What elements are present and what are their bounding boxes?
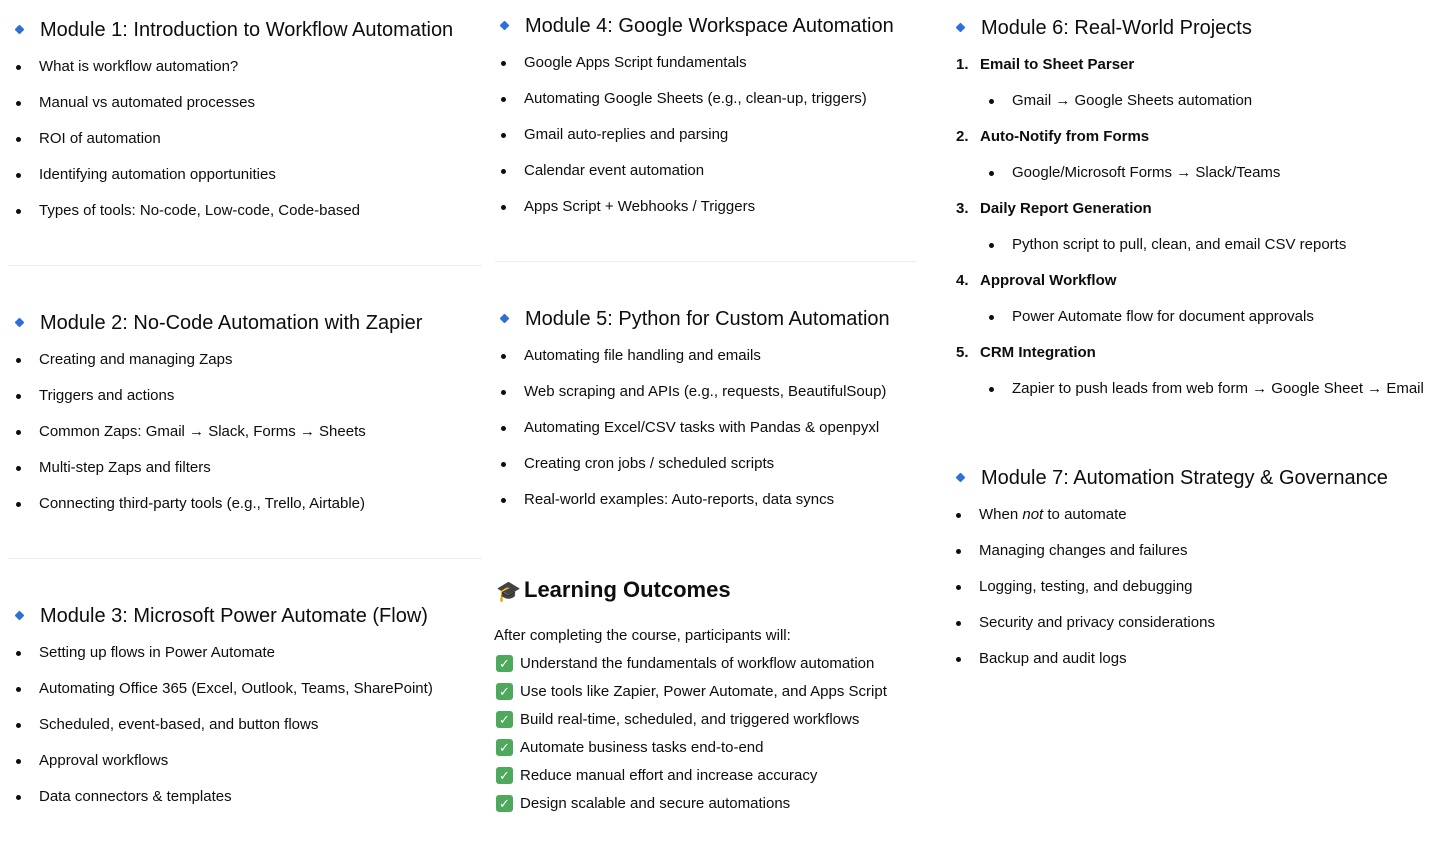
bullet-icon bbox=[501, 169, 506, 174]
bullet-icon bbox=[956, 657, 961, 662]
bullet-icon bbox=[16, 723, 21, 728]
bullet-icon bbox=[16, 759, 21, 764]
project-detail: Power Automate flow for document approvals bbox=[950, 307, 1450, 343]
bullet-icon bbox=[16, 430, 21, 435]
check-icon: ✓ bbox=[496, 739, 513, 756]
bullet-icon bbox=[501, 426, 506, 431]
outcomes-list bbox=[496, 654, 887, 822]
list-item: Manual vs automated processes bbox=[0, 93, 484, 129]
module-4-heading bbox=[490, 13, 920, 39]
learning-outcomes-heading bbox=[496, 576, 731, 606]
list-item: Google Apps Script fundamentals bbox=[490, 53, 920, 89]
diamond-icon bbox=[956, 23, 966, 33]
list-item: Types of tools: No-code, Low-code, Code-based bbox=[0, 201, 484, 237]
outcome-item: ✓ Build real-time, scheduled, and triggered workflows bbox=[496, 710, 887, 738]
project-item: 3. Daily Report Generation Python script to pull, clean, and email CSV reports bbox=[950, 199, 1450, 271]
bullet-icon bbox=[956, 585, 961, 590]
bullet-icon bbox=[16, 502, 21, 507]
diamond-icon bbox=[15, 318, 25, 328]
module-3-list bbox=[0, 643, 484, 823]
module-6-title: Module 6: Real-World Projects bbox=[981, 17, 1252, 39]
module-1-list bbox=[0, 57, 484, 237]
list-item: Automating Google Sheets (e.g., clean-up, triggers) bbox=[490, 89, 920, 125]
project-title: Approval Workflow bbox=[980, 272, 1117, 289]
emphasis-text: not bbox=[1022, 506, 1044, 523]
bullet-icon bbox=[501, 97, 506, 102]
module-5-section bbox=[490, 306, 920, 526]
bullet-icon bbox=[989, 243, 994, 248]
bullet-icon bbox=[989, 171, 994, 176]
module-1-section bbox=[0, 17, 484, 237]
bullet-icon bbox=[956, 621, 961, 626]
outcome-item: ✓ Use tools like Zapier, Power Automate, and Apps Script bbox=[496, 682, 887, 710]
project-title: CRM Integration bbox=[980, 344, 1096, 361]
module-5-list bbox=[490, 346, 920, 526]
bullet-icon bbox=[16, 687, 21, 692]
module-7-list bbox=[950, 505, 1450, 685]
bullet-icon bbox=[16, 394, 21, 399]
list-item: Setting up flows in Power Automate bbox=[0, 643, 484, 679]
list-item: Automating file handling and emails bbox=[490, 346, 920, 382]
bullet-icon bbox=[16, 358, 21, 363]
bullet-icon bbox=[956, 513, 961, 518]
module-3-section bbox=[0, 603, 484, 823]
module-5-heading bbox=[490, 306, 920, 332]
list-item: Connecting third-party tools (e.g., Trello, Airtable) bbox=[0, 494, 484, 530]
outcome-item: ✓ Understand the fundamentals of workflow automation bbox=[496, 654, 887, 682]
list-item: When not to automate bbox=[950, 505, 1450, 541]
bullet-icon bbox=[16, 209, 21, 214]
divider bbox=[495, 261, 916, 262]
module-7-title: Module 7: Automation Strategy & Governance bbox=[981, 467, 1388, 489]
list-item: Identifying automation opportunities bbox=[0, 165, 484, 201]
list-item: Automating Excel/CSV tasks with Pandas & openpyxl bbox=[490, 418, 920, 454]
list-item: Apps Script + Webhooks / Triggers bbox=[490, 197, 920, 233]
list-item: Web scraping and APIs (e.g., requests, BeautifulSoup) bbox=[490, 382, 920, 418]
bullet-icon bbox=[989, 99, 994, 104]
diamond-icon bbox=[15, 25, 25, 35]
list-item: Logging, testing, and debugging bbox=[950, 577, 1450, 613]
module-7-section bbox=[950, 465, 1450, 685]
module-6-section bbox=[950, 15, 1450, 415]
list-item: Creating cron jobs / scheduled scripts bbox=[490, 454, 920, 490]
list-item: Security and privacy considerations bbox=[950, 613, 1450, 649]
module-2-section bbox=[0, 310, 484, 530]
bullet-icon bbox=[16, 173, 21, 178]
outcome-item: ✓ Automate business tasks end-to-end bbox=[496, 738, 887, 766]
learning-outcomes-title: Learning Outcomes bbox=[524, 577, 731, 602]
project-item: 5. CRM Integration Zapier to push leads from web form → Google Sheet → Email bbox=[950, 343, 1450, 415]
module-4-list bbox=[490, 53, 920, 233]
diamond-icon bbox=[500, 314, 510, 324]
project-item: 2. Auto-Notify from Forms Google/Microsoft Forms → Slack/Teams bbox=[950, 127, 1450, 199]
project-detail: Google/Microsoft Forms → Slack/Teams bbox=[950, 163, 1450, 199]
list-item: Gmail auto-replies and parsing bbox=[490, 125, 920, 161]
module-4-title: Module 4: Google Workspace Automation bbox=[525, 15, 894, 37]
divider bbox=[8, 558, 482, 559]
module-3-title: Module 3: Microsoft Power Automate (Flow) bbox=[40, 605, 428, 627]
diamond-icon bbox=[15, 611, 25, 621]
module-2-title: Module 2: No-Code Automation with Zapier bbox=[40, 312, 423, 334]
diamond-icon bbox=[500, 21, 510, 31]
outcomes-intro: After completing the course, participants will: bbox=[494, 627, 791, 644]
graduation-cap-icon: 🎓 bbox=[496, 581, 521, 603]
diamond-icon bbox=[956, 473, 966, 483]
bullet-icon bbox=[501, 390, 506, 395]
bullet-icon bbox=[16, 466, 21, 471]
bullet-icon bbox=[989, 315, 994, 320]
module-1-title: Module 1: Introduction to Workflow Automation bbox=[40, 19, 454, 41]
list-item: Data connectors & templates bbox=[0, 787, 484, 823]
project-title: Email to Sheet Parser bbox=[980, 56, 1135, 73]
module-2-heading bbox=[0, 310, 484, 336]
check-icon: ✓ bbox=[496, 655, 513, 672]
list-item: ROI of automation bbox=[0, 129, 484, 165]
bullet-icon bbox=[501, 498, 506, 503]
module-7-heading bbox=[950, 465, 1450, 491]
bullet-icon bbox=[501, 354, 506, 359]
check-icon: ✓ bbox=[496, 711, 513, 728]
bullet-icon bbox=[956, 549, 961, 554]
project-item: 4. Approval Workflow Power Automate flow for document approvals bbox=[950, 271, 1450, 343]
module-2-list bbox=[0, 350, 484, 530]
outcome-item: ✓ Reduce manual effort and increase accuracy bbox=[496, 766, 887, 794]
projects-list bbox=[950, 55, 1450, 415]
module-1-heading bbox=[0, 17, 484, 43]
project-title: Auto-Notify from Forms bbox=[980, 128, 1150, 145]
project-detail: Gmail → Google Sheets automation bbox=[950, 91, 1450, 127]
list-item: Triggers and actions bbox=[0, 386, 484, 422]
bullet-icon bbox=[501, 61, 506, 66]
bullet-icon bbox=[16, 101, 21, 106]
bullet-icon bbox=[989, 387, 994, 392]
module-6-heading bbox=[950, 15, 1450, 41]
bullet-icon bbox=[16, 795, 21, 800]
bullet-icon bbox=[16, 65, 21, 70]
list-item: Automating Office 365 (Excel, Outlook, Teams, SharePoint) bbox=[0, 679, 484, 715]
check-icon: ✓ bbox=[496, 795, 513, 812]
list-item: Managing changes and failures bbox=[950, 541, 1450, 577]
list-item: Common Zaps: Gmail → Slack, Forms → Sheets bbox=[0, 422, 484, 458]
check-icon: ✓ bbox=[496, 683, 513, 700]
check-icon: ✓ bbox=[496, 767, 513, 784]
project-item: 1. Email to Sheet Parser Gmail → Google Sheets automation bbox=[950, 55, 1450, 127]
list-item: Multi-step Zaps and filters bbox=[0, 458, 484, 494]
list-item: What is workflow automation? bbox=[0, 57, 484, 93]
project-detail: Python script to pull, clean, and email CSV reports bbox=[950, 235, 1450, 271]
module-5-title: Module 5: Python for Custom Automation bbox=[525, 308, 890, 330]
module-4-section bbox=[490, 13, 920, 233]
list-item: Calendar event automation bbox=[490, 161, 920, 197]
divider bbox=[8, 265, 482, 266]
module-3-heading bbox=[0, 603, 484, 629]
bullet-icon bbox=[16, 651, 21, 656]
outcome-item: ✓ Design scalable and secure automations bbox=[496, 794, 887, 822]
bullet-icon bbox=[501, 205, 506, 210]
bullet-icon bbox=[501, 133, 506, 138]
bullet-icon bbox=[16, 137, 21, 142]
list-item: Backup and audit logs bbox=[950, 649, 1450, 685]
list-item: Approval workflows bbox=[0, 751, 484, 787]
project-title: Daily Report Generation bbox=[980, 200, 1152, 217]
project-detail: Zapier to push leads from web form → Google Sheet → Email bbox=[950, 379, 1450, 415]
list-item: Creating and managing Zaps bbox=[0, 350, 484, 386]
list-item: Scheduled, event-based, and button flows bbox=[0, 715, 484, 751]
list-item: Real-world examples: Auto-reports, data syncs bbox=[490, 490, 920, 526]
bullet-icon bbox=[501, 462, 506, 467]
